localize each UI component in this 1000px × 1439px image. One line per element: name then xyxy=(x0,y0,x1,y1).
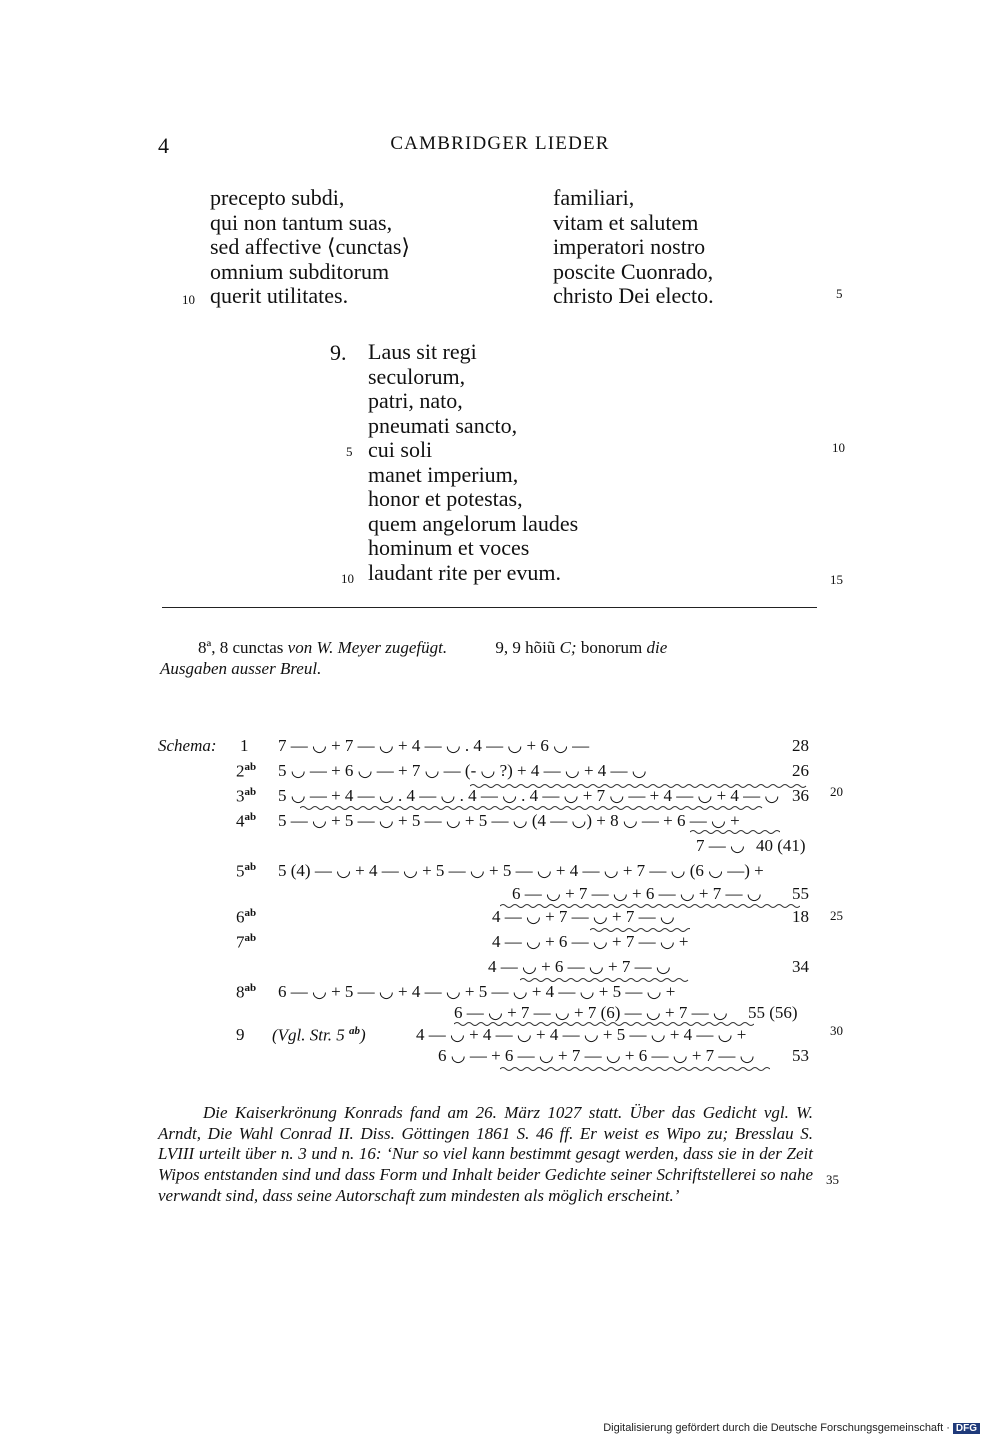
row-num: 6 xyxy=(236,907,245,927)
schema-row-label xyxy=(236,932,256,953)
verse-line: seculorum, xyxy=(368,363,466,389)
schema-row-label xyxy=(236,907,256,928)
apparatus-text: 8ª, 8 cunctas xyxy=(198,638,288,657)
verse-line: Laus sit regi xyxy=(368,339,477,364)
schema-row-total: 34 xyxy=(792,957,809,976)
schema-row-text: 4 — ◡ + 7 — ◡ + 7 — ◡ xyxy=(492,907,675,926)
apparatus-text: die xyxy=(646,638,668,657)
schema-row-total: 26 xyxy=(792,761,809,780)
stanza-left xyxy=(210,186,410,309)
row-sup: ab xyxy=(244,932,257,944)
verse-line: sed affective ⟨cunctas⟩ xyxy=(210,234,410,259)
row-num: 2 xyxy=(236,761,245,781)
verse-line: patri, nato, xyxy=(368,388,463,413)
schema-row-text: 4 — ◡ + 6 — ◡ + 7 — ◡ + xyxy=(492,932,689,951)
verse-line: manet imperium, xyxy=(368,461,519,487)
stanza-right xyxy=(553,186,714,309)
row-num: 8 xyxy=(236,982,245,1002)
wavy-underline xyxy=(500,903,800,908)
schema-row-text: 5 (4) — ◡ + 4 — ◡ + 5 — ◡ + 5 — ◡ + 4 — ◡ + 7 — ◡ (6 ◡ —) + xyxy=(278,861,764,880)
commentary-paragraph: Die Kaiserkrönung Konrads fand am 26. März 1027 statt. Über das Gedicht vgl. W. Arndt, Die Wahl Conrad II. Diss. Göttingen 1861 S. 46 ff. Er weist es Wipo zu; Bresslau S. LVIII urteilt über n. 3 und n. 16: ‘Nur so viel kann bestimmt gesagt werden, dass sie in der Zeit Wipos entstanden sind und dass Form und Inhalt beider Gedichte seiner Schriftstellerei so nahe verwandt sind, dass seine Autorschaft zum mindesten als möglich erscheint.’ xyxy=(158,1103,813,1205)
schema-row-text: 6 ◡ — + 6 — ◡ + 7 — ◡ + 6 — ◡ + 7 — ◡ xyxy=(438,1046,755,1065)
schema-row-label: 9 xyxy=(236,1025,245,1044)
verse-line: christo Dei electo. xyxy=(553,283,714,308)
verse-line: qui non tantum suas, xyxy=(210,209,393,235)
commentary xyxy=(158,1103,813,1207)
row-sup: ab xyxy=(244,786,257,798)
verse-line: pneumati sancto, xyxy=(368,412,518,438)
schema-row-text: 4 — ◡ + 6 — ◡ + 7 — ◡ xyxy=(488,957,671,976)
schema-row-label xyxy=(236,861,256,882)
schema-row-total: 36 xyxy=(792,786,809,805)
wavy-underline xyxy=(500,1066,770,1071)
wavy-underline xyxy=(520,977,690,982)
row-sup: ab xyxy=(244,982,257,994)
margin-number: 10 xyxy=(832,440,845,455)
schema-label: Schema: xyxy=(158,736,217,755)
verse-line: precepto subdi, xyxy=(210,185,345,210)
row-sup: ab xyxy=(244,861,257,873)
schema-row-label xyxy=(236,761,256,782)
verse-line: imperatori nostro xyxy=(553,234,706,259)
wavy-underline xyxy=(470,783,810,788)
apparatus-text: von W. Meyer zugefügt. xyxy=(287,638,448,657)
schema-row-label xyxy=(236,982,256,1003)
line-number: 10 xyxy=(341,571,354,586)
schema-row-text: 5 ◡ — + 6 ◡ — + 7 ◡ — (- ◡ ?) + 4 — ◡ + 4 — ◡ xyxy=(278,761,647,780)
stanza-number: 9. xyxy=(330,340,347,365)
footer xyxy=(603,1422,980,1434)
row-num: 7 xyxy=(236,932,245,952)
footer-text: Digitalisierung gefördert durch die Deutsche Forschungsgemeinschaft · xyxy=(603,1422,950,1434)
schema-row-label: 1 xyxy=(240,736,249,755)
verse-line: laudant rite per evum. xyxy=(368,559,562,585)
margin-number: 15 xyxy=(830,572,843,587)
separator-rule xyxy=(162,607,817,608)
schema-row-total: 55 xyxy=(792,884,809,903)
apparatus-text: bonorum xyxy=(576,638,647,657)
dfg-logo: DFG xyxy=(953,1423,980,1434)
line-number: 5 xyxy=(346,444,353,459)
schema-row-label xyxy=(236,786,256,807)
schema-row-text: 4 — ◡ + 4 — ◡ + 4 — ◡ + 5 — ◡ + 4 — ◡ + xyxy=(416,1025,747,1044)
row-sup: ab xyxy=(244,907,257,919)
apparatus-text: C; xyxy=(559,638,577,657)
apparatus-text: 9, 9 hõiũ xyxy=(495,638,560,657)
wavy-underline xyxy=(454,1021,754,1026)
schema-row-text: 7 — ◡ + 7 — ◡ + 4 — ◡ . 4 — ◡ + 6 ◡ — xyxy=(278,736,590,755)
note-text: ) xyxy=(359,1025,366,1045)
schema-row-text: 6 — ◡ + 7 — ◡ + 7 (6) — ◡ + 7 — ◡ xyxy=(454,1003,728,1022)
line-number: 10 xyxy=(182,292,195,307)
schema-row-text: 5 ◡ — + 4 — ◡ . 4 — ◡ . 4 — ◡ . 4 — ◡ + 7 ◡ — + 4 — ◡ + 4 — ◡ xyxy=(278,786,780,805)
note-text: (Vgl. Str. 5 xyxy=(272,1025,345,1045)
schema-row-total: 55 (56) xyxy=(748,1003,798,1022)
margin-number: 20 xyxy=(830,784,843,799)
stanza-9 xyxy=(368,340,578,585)
schema-row-text: 6 — ◡ + 7 — ◡ + 6 — ◡ + 7 — ◡ xyxy=(512,884,762,903)
row-sup: ab xyxy=(244,761,257,773)
verse-line: familiari, xyxy=(553,185,635,210)
margin-number: 25 xyxy=(830,908,843,923)
verse-line: cui soli xyxy=(368,437,433,462)
row-sup: ab xyxy=(244,811,257,823)
schema-row-text: 5 — ◡ + 5 — ◡ + 5 — ◡ + 5 — ◡ (4 — ◡) + 8 ◡ — + 6 — ◡ + xyxy=(278,811,740,830)
margin-number: 35 xyxy=(826,1172,839,1187)
verse-line: hominum et voces xyxy=(368,535,530,560)
verse-line: omnium subditorum xyxy=(210,258,390,284)
schema-row-text: 7 — ◡ xyxy=(696,836,745,855)
row-num: 4 xyxy=(236,811,245,831)
schema-row-total: 28 xyxy=(792,736,809,755)
wavy-underline xyxy=(590,927,690,932)
row-num: 3 xyxy=(236,786,245,806)
margin-number: 5 xyxy=(836,286,843,301)
wavy-underline xyxy=(300,805,770,810)
note-sup: ab xyxy=(348,1025,360,1037)
apparatus-line-1 xyxy=(198,637,667,658)
schema-row-note xyxy=(272,1025,366,1046)
schema-row-text: 6 — ◡ + 5 — ◡ + 4 — ◡ + 5 — ◡ + 4 — ◡ + 5 — ◡ + xyxy=(278,982,676,1001)
schema-row-total: 18 xyxy=(792,907,809,926)
verse-line: honor et potestas, xyxy=(368,486,523,511)
running-title: CAMBRIDGER LIEDER xyxy=(390,133,610,154)
verse-line: poscite Cuonrado, xyxy=(553,258,714,284)
schema-row-label xyxy=(236,811,256,832)
verse-line: querit utilitates. xyxy=(210,283,349,308)
verse-line: vitam et salutem xyxy=(553,209,699,235)
row-num: 5 xyxy=(236,861,245,881)
margin-number: 30 xyxy=(830,1023,843,1038)
schema-row-total: 53 xyxy=(792,1046,809,1065)
wavy-underline xyxy=(690,829,780,834)
apparatus-line-2: Ausgaben ausser Breul. xyxy=(160,659,322,678)
schema-row-total: 40 (41) xyxy=(756,836,806,855)
verse-line: quem angelorum laudes xyxy=(368,510,579,536)
page-number: 4 xyxy=(158,133,169,158)
